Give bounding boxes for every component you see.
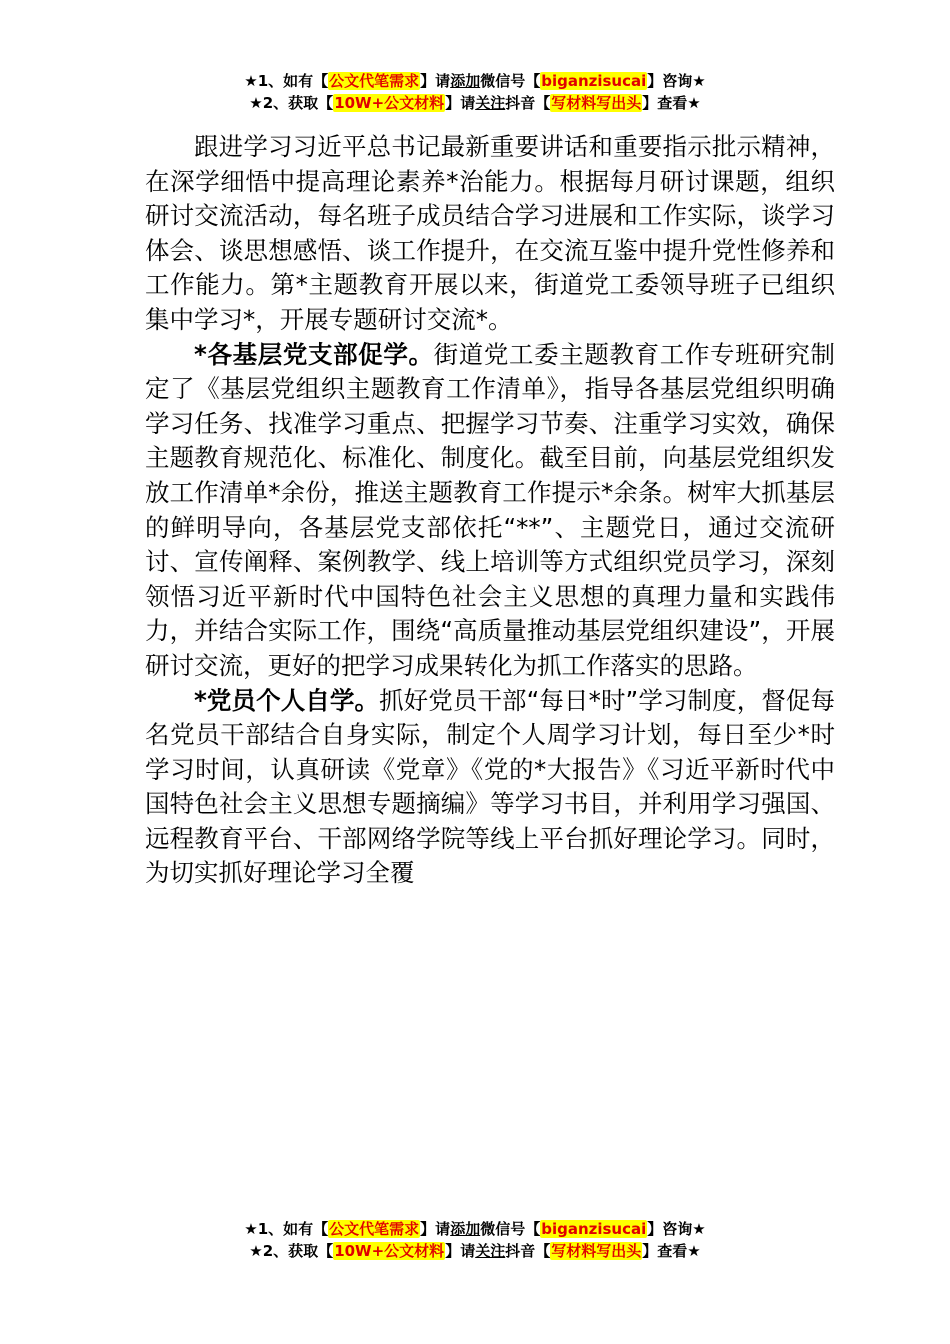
header-banner [0, 70, 950, 114]
paragraph-2: *各基层党支部促学。街道党工委主题教育工作专班研究制定了《基层党组织主题教育工作清单》，指导各基层党组织明确学习任务、找准学习重点、把握学习节奏、注重学习实效，确保主题教育规范化、标准化、制度化。截至目前，向基层党组织发放工作清单*余份，推送主题教育工作提示*余条。树牢大抓基层的鲜明导向，各基层党支部依托“**”、主题党日，通过交流研讨、宣传阐释、案例教学、线上培训等方式组织党员学习，深刻领悟习近平新时代中国特色社会主义思想的真理力量和实践伟力，并结合实际工作，围绕“高质量推动基层党组织建设”，开展研讨交流，更好的把学习成果转化为抓工作落实的思路。 [145, 339, 836, 680]
paragraph-3: *党员个人自学。抓好党员干部“每日*时”学习制度，督促每名党员干部结合自身实际，制定个人周学习计划，每日至少*时学习时间，认真研读《党章》《党的*大报告》《习近平新时代中国特色社会主义思想专题摘编》等学习书目，并利用学习强国、远程教育平台、干部网络学院等线上平台抓好理论学习。同时，为切实抓好理论学习全覆 [145, 685, 836, 888]
banner-line-1: ★1、如有【公文代笔需求】请添加微信号【biganzisucai】咨询★ [244, 72, 706, 90]
footer-highlight-service: 公文代笔需求 [329, 1220, 420, 1238]
highlight-wechat-id: biganzisucai [541, 72, 647, 90]
footer-line-2: ★2、获取【10W+公文材料】请关注抖音【写材料写出头】查看★ [249, 1242, 701, 1260]
highlight-service: 公文代笔需求 [329, 72, 420, 90]
footer-highlight-douyin: 写材料写出头 [551, 1242, 642, 1260]
paragraph-1: 跟进学习习近平总书记最新重要讲话和重要指示批示精神，在深学细悟中提高理论素养*治能力。根据每月研讨课题，组织研讨交流活动，每名班子成员结合学习进展和工作实际，谈学习体会、谈思想感悟、谈工作提升，在交流互鉴中提升党性修养和工作能力。第*主题教育开展以来，街道党工委领导班子已组织集中学习*，开展专题研讨交流*。 [145, 132, 835, 334]
highlight-douyin: 写材料写出头 [551, 94, 642, 112]
paragraph-3-heading: *党员个人自学。 [194, 685, 380, 715]
paragraph-2-heading: *各基层党支部促学。 [194, 339, 434, 369]
banner-line-2: ★2、获取【10W+公文材料】请关注抖音【写材料写出头】查看★ [249, 94, 701, 112]
footer-highlight-materials: 10W+公文材料 [334, 1242, 445, 1260]
footer-line-1: ★1、如有【公文代笔需求】请添加微信号【biganzisucai】咨询★ [244, 1220, 706, 1238]
footer-highlight-wechat-id: biganzisucai [541, 1220, 647, 1238]
footer-banner [0, 1218, 950, 1262]
highlight-materials: 10W+公文材料 [334, 94, 445, 112]
document-body [145, 130, 835, 891]
